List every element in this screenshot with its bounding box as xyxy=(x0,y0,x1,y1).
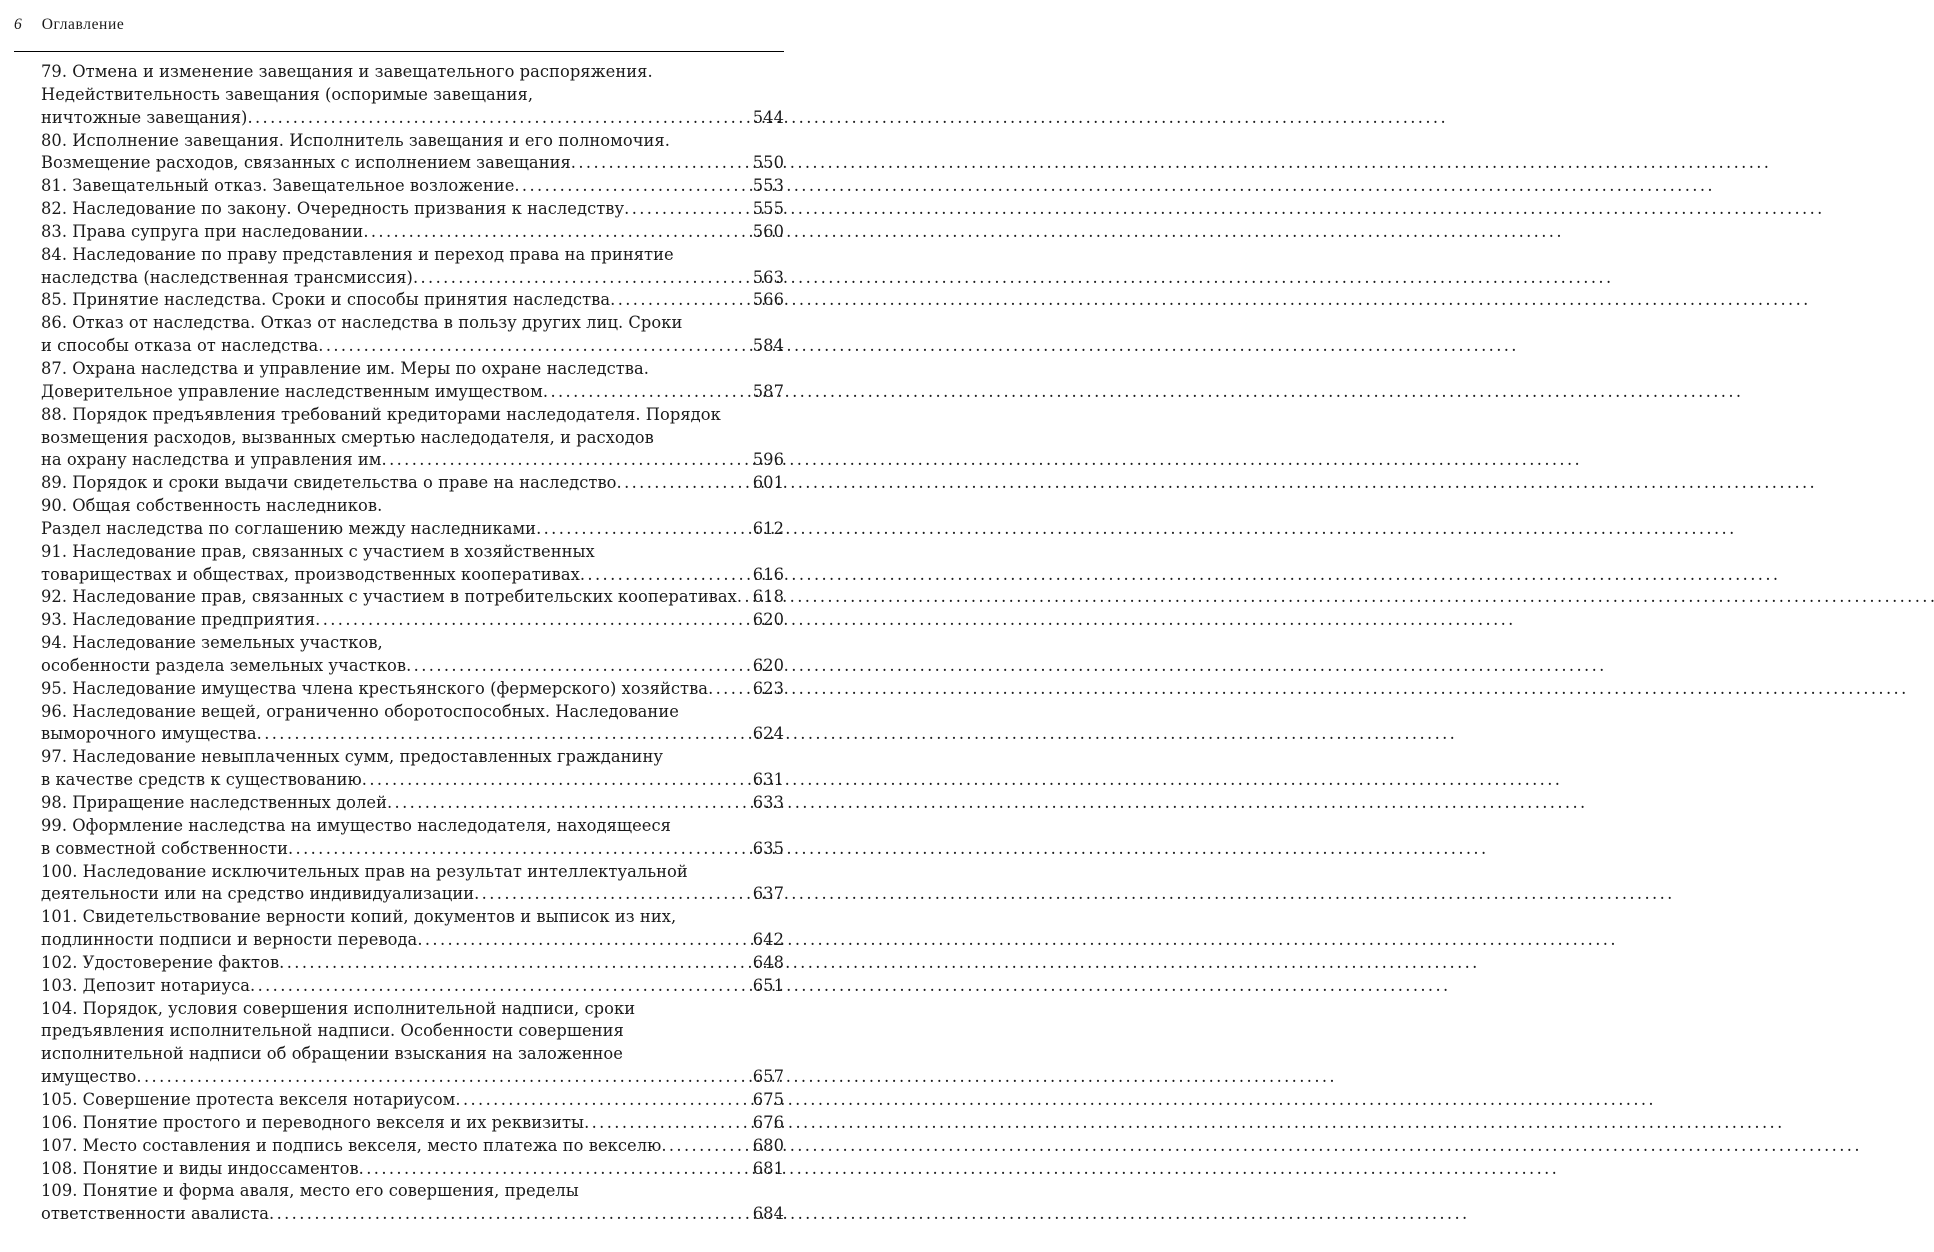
toc-entry-text: 104. Порядок, условия совершения исполнительной надписи, сроки xyxy=(41,998,636,1018)
toc-entry xyxy=(41,221,784,244)
toc-page-number: 566 xyxy=(752,290,784,310)
toc-entry-text: 100. Наследование исключительных прав на результат интеллектуальной xyxy=(41,861,688,881)
dot-leader xyxy=(382,449,752,472)
toc-entry-text: 106. Понятие простого и переводного векселя и их реквизиты xyxy=(41,1112,585,1132)
toc-entry-text: 105. Совершение протеста векселя нотариусом xyxy=(41,1089,456,1109)
toc-page-number: 648 xyxy=(752,952,784,972)
toc-entry xyxy=(41,358,784,404)
toc-page-number: 620 xyxy=(752,610,784,630)
dot-leader xyxy=(318,335,751,358)
toc-entry-text: 86. Отказ от наследства. Отказ от наследства в пользу других лиц. Сроки xyxy=(41,313,683,333)
toc-entry-text: 96. Наследование вещей, ограниченно оборотоспособных. Наследование xyxy=(41,701,679,721)
toc-entry-text: 109. Понятие и форма аваля, место его совершения, пределы xyxy=(41,1181,579,1201)
toc-page-number: 560 xyxy=(752,221,784,241)
toc-entry xyxy=(41,746,784,792)
toc-entry-last-line xyxy=(41,975,784,998)
toc-entry xyxy=(41,312,784,358)
toc-entry xyxy=(41,472,784,495)
toc-entry xyxy=(41,289,784,312)
toc-page-number: 680 xyxy=(752,1135,784,1155)
toc-entry xyxy=(41,244,784,290)
toc-entry-last-line xyxy=(41,267,784,290)
toc-entry-last-line xyxy=(41,883,784,906)
toc-entry-text: 84. Наследование по праву представления и переход права на принятие xyxy=(41,244,674,264)
dot-leader xyxy=(624,198,752,221)
toc-entry-text: предъявления исполнительной надписи. Особенности совершения xyxy=(41,1021,624,1041)
toc-entry xyxy=(41,678,784,701)
toc-page-number: 544 xyxy=(752,107,784,127)
toc-page-number: 631 xyxy=(752,770,784,790)
dot-leader xyxy=(708,678,752,701)
dot-leader xyxy=(315,609,752,632)
dot-leader xyxy=(617,472,752,495)
toc-entry-text: 90. Общая собственность наследников. xyxy=(41,496,383,516)
dot-leader xyxy=(514,175,751,198)
toc-entry-last-line xyxy=(41,289,784,312)
dot-leader xyxy=(413,267,752,290)
toc-page-number: 553 xyxy=(752,176,784,196)
toc-entry xyxy=(41,1089,784,1112)
toc-page-number: 684 xyxy=(752,1204,784,1224)
toc-entry-text: возмещения расходов, вызванных смертью наследодателя, и расходов xyxy=(41,427,654,447)
dot-leader xyxy=(474,883,752,906)
toc-entry-last-line xyxy=(41,1089,784,1112)
dot-leader xyxy=(136,1066,751,1089)
toc-entry xyxy=(41,495,784,541)
toc-entry xyxy=(41,130,784,176)
dot-leader xyxy=(257,723,752,746)
toc-entry xyxy=(41,632,784,678)
toc-entry-text: 99. Оформление наследства на имущество наследодателя, находящееся xyxy=(41,815,671,835)
toc-page-number: 642 xyxy=(752,930,784,950)
toc-entry xyxy=(41,701,784,747)
toc-entry-text: 95. Наследование имущества члена крестьянского (фермерского) хозяйства xyxy=(41,678,709,698)
toc-entry-text: 102. Удостоверение фактов xyxy=(41,952,280,972)
toc-entry xyxy=(41,175,784,198)
toc-entry-text: 79. Отмена и изменение завещания и завещательного распоряжения. xyxy=(41,62,653,81)
toc-entry-last-line xyxy=(41,152,784,175)
toc-entry-last-line xyxy=(41,769,784,792)
header-divider xyxy=(14,51,784,52)
toc-page-number: 618 xyxy=(752,587,784,607)
toc-entry-text: 103. Депозит нотариуса xyxy=(41,975,251,995)
toc-entry-text: 92. Наследование прав, связанных с участием в потребительских кооперативах xyxy=(41,587,737,607)
toc-entry-text: в качестве средств к существованию xyxy=(41,770,362,790)
toc-entry-text: ответственности авалиста xyxy=(41,1204,270,1224)
toc-page-number: 657 xyxy=(752,1067,784,1087)
toc-entry-text: наследства (наследственная трансмиссия) xyxy=(41,267,413,287)
dot-leader xyxy=(536,518,752,541)
toc-entry-text: подлинности подписи и верности перевода xyxy=(41,930,418,950)
toc-entry xyxy=(41,404,784,473)
dot-leader xyxy=(584,1112,752,1135)
toc-entry-last-line xyxy=(41,952,784,975)
toc-entry-last-line xyxy=(41,564,784,587)
toc-entry-last-line xyxy=(41,1135,784,1158)
toc-entry-text: Недействительность завещания (оспоримые завещания, xyxy=(41,84,534,104)
toc-entry-text: 88. Порядок предъявления требований кредиторами наследодателя. Порядок xyxy=(41,404,721,424)
toc-entry xyxy=(41,61,784,130)
toc-entry-text: особенности раздела земельных участков xyxy=(41,655,407,675)
toc-entry xyxy=(41,861,784,907)
toc-page-number: 563 xyxy=(752,267,784,287)
toc-entry xyxy=(41,952,784,975)
toc-entry-last-line xyxy=(41,518,784,541)
toc-page-number: 587 xyxy=(752,381,784,401)
toc-entry-last-line xyxy=(41,381,784,404)
toc-entry xyxy=(41,1135,784,1158)
toc-page-number: 601 xyxy=(752,473,784,493)
toc-entry-text: 81. Завещательный отказ. Завещательное возложение xyxy=(41,176,515,196)
dot-leader xyxy=(580,564,752,587)
toc-entry-text: 91. Наследование прав, связанных с участием в хозяйственных xyxy=(41,541,595,561)
toc-page-number: 550 xyxy=(752,153,784,173)
toc-entry-text: и способы отказа от наследства xyxy=(41,336,319,356)
dot-leader xyxy=(359,1158,752,1181)
toc-page-number: 596 xyxy=(752,450,784,470)
toc-entry-last-line xyxy=(41,838,784,861)
toc-entry xyxy=(41,906,784,952)
toc-entry xyxy=(41,792,784,815)
dot-leader xyxy=(737,586,752,609)
toc-entry-text: 85. Принятие наследства. Сроки и способы принятия наследства xyxy=(41,290,611,310)
dot-leader xyxy=(571,152,752,175)
toc-page-number: 624 xyxy=(752,724,784,744)
toc-entry-text: на охрану наследства и управления им xyxy=(41,450,382,470)
toc-entry-last-line xyxy=(41,335,784,358)
dot-leader xyxy=(250,975,752,998)
toc-entry-text: 87. Охрана наследства и управление им. Меры по охране наследства. xyxy=(41,358,649,378)
toc-entry xyxy=(41,1112,784,1135)
toc-entry-text: 101. Свидетельствование верности копий, документов и выписок из них, xyxy=(41,907,677,927)
table-of-contents xyxy=(41,61,784,1226)
toc-page-number: 555 xyxy=(752,199,784,219)
toc-entry-last-line xyxy=(41,449,784,472)
toc-entry-last-line xyxy=(41,1203,784,1226)
toc-entry-text: 98. Приращение наследственных долей xyxy=(41,793,387,812)
page-header xyxy=(14,10,784,40)
toc-entry-last-line xyxy=(41,1112,784,1135)
page-number: 6 xyxy=(14,16,22,33)
toc-entry-text: 82. Наследование по закону. Очередность призвания к наследству xyxy=(41,199,625,219)
dot-leader xyxy=(417,929,751,952)
toc-entry-text: 93. Наследование предприятия xyxy=(41,610,316,630)
toc-entry xyxy=(41,541,784,587)
dot-leader xyxy=(610,289,752,312)
dot-leader xyxy=(288,838,752,861)
toc-entry-text: деятельности или на средство индивидуализации xyxy=(41,884,475,904)
toc-entry xyxy=(41,1158,784,1181)
toc-entry-text: имущество xyxy=(41,1067,137,1087)
toc-entry-text: Доверительное управление наследственным имуществом xyxy=(41,381,543,401)
toc-entry xyxy=(41,1180,784,1226)
toc-page-number: 681 xyxy=(752,1158,784,1178)
toc-entry-last-line xyxy=(41,723,784,746)
toc-entry-text: Возмещение расходов, связанных с исполнением завещания xyxy=(41,153,571,173)
toc-entry-text: ничтожные завещания) xyxy=(41,107,248,127)
running-title: Оглавление xyxy=(41,16,125,33)
toc-page-number: 675 xyxy=(752,1089,784,1109)
dot-leader xyxy=(543,381,752,404)
dot-leader xyxy=(363,221,751,244)
toc-page-number: 612 xyxy=(752,518,784,538)
dot-leader xyxy=(661,1135,751,1158)
toc-entry xyxy=(41,975,784,998)
toc-entry xyxy=(41,998,784,1089)
toc-entry-last-line xyxy=(41,1158,784,1181)
toc-entry-text: 89. Порядок и сроки выдачи свидетельства о праве на наследство xyxy=(41,473,617,493)
dot-leader xyxy=(362,769,752,792)
dot-leader xyxy=(387,792,752,815)
toc-entry-last-line xyxy=(41,107,784,130)
toc-entry-last-line xyxy=(41,472,784,495)
dot-leader xyxy=(269,1203,752,1226)
toc-entry-last-line xyxy=(41,609,784,632)
toc-entry-text: в совместной собственности xyxy=(41,838,288,858)
toc-entry-last-line xyxy=(41,221,784,244)
dot-leader xyxy=(279,952,752,975)
toc-entry xyxy=(41,198,784,221)
toc-page-number: 633 xyxy=(752,793,784,812)
toc-entry xyxy=(41,815,784,861)
toc-entry-last-line xyxy=(41,655,784,678)
toc-entry-text: 80. Исполнение завещания. Исполнитель завещания и его полномочия. xyxy=(41,130,670,150)
toc-entry-last-line xyxy=(41,198,784,221)
toc-page-number: 620 xyxy=(752,655,784,675)
toc-page-number: 651 xyxy=(752,975,784,995)
toc-page-number: 616 xyxy=(752,564,784,584)
toc-entry-text: выморочного имущества xyxy=(41,724,257,744)
toc-entry-last-line xyxy=(41,1066,784,1089)
toc-page-number: 635 xyxy=(752,838,784,858)
toc-entry xyxy=(41,609,784,632)
toc-page-number: 637 xyxy=(752,884,784,904)
toc-entry-text: Раздел наследства по соглашению между наследниками xyxy=(41,518,537,538)
toc-entry-text: 107. Место составления и подпись векселя, место платежа по векселю xyxy=(41,1135,662,1155)
toc-page-number: 623 xyxy=(752,678,784,698)
toc-entry-text: 83. Права супруга при наследовании xyxy=(41,221,364,241)
toc-entry-text: исполнительной надписи об обращении взыскания на заложенное xyxy=(41,1044,623,1064)
toc-entry-text: 108. Понятие и виды индоссаментов xyxy=(41,1158,359,1178)
dot-leader xyxy=(455,1089,751,1112)
toc-entry-last-line xyxy=(41,929,784,952)
toc-entry-last-line xyxy=(41,678,784,701)
toc-entry-text: 97. Наследование невыплаченных сумм, предоставленных гражданину xyxy=(41,747,663,767)
toc-entry-last-line xyxy=(41,175,784,198)
dot-leader xyxy=(247,107,751,130)
toc-page-number: 584 xyxy=(752,336,784,356)
toc-entry xyxy=(41,586,784,609)
toc-entry-last-line xyxy=(41,586,784,609)
toc-entry-text: 94. Наследование земельных участков, xyxy=(41,633,383,653)
toc-entry-text: товариществах и обществах, производственных кооперативах xyxy=(41,564,580,584)
toc-page-number: 676 xyxy=(752,1112,784,1132)
dot-leader xyxy=(406,655,752,678)
toc-entry-last-line xyxy=(41,792,784,815)
